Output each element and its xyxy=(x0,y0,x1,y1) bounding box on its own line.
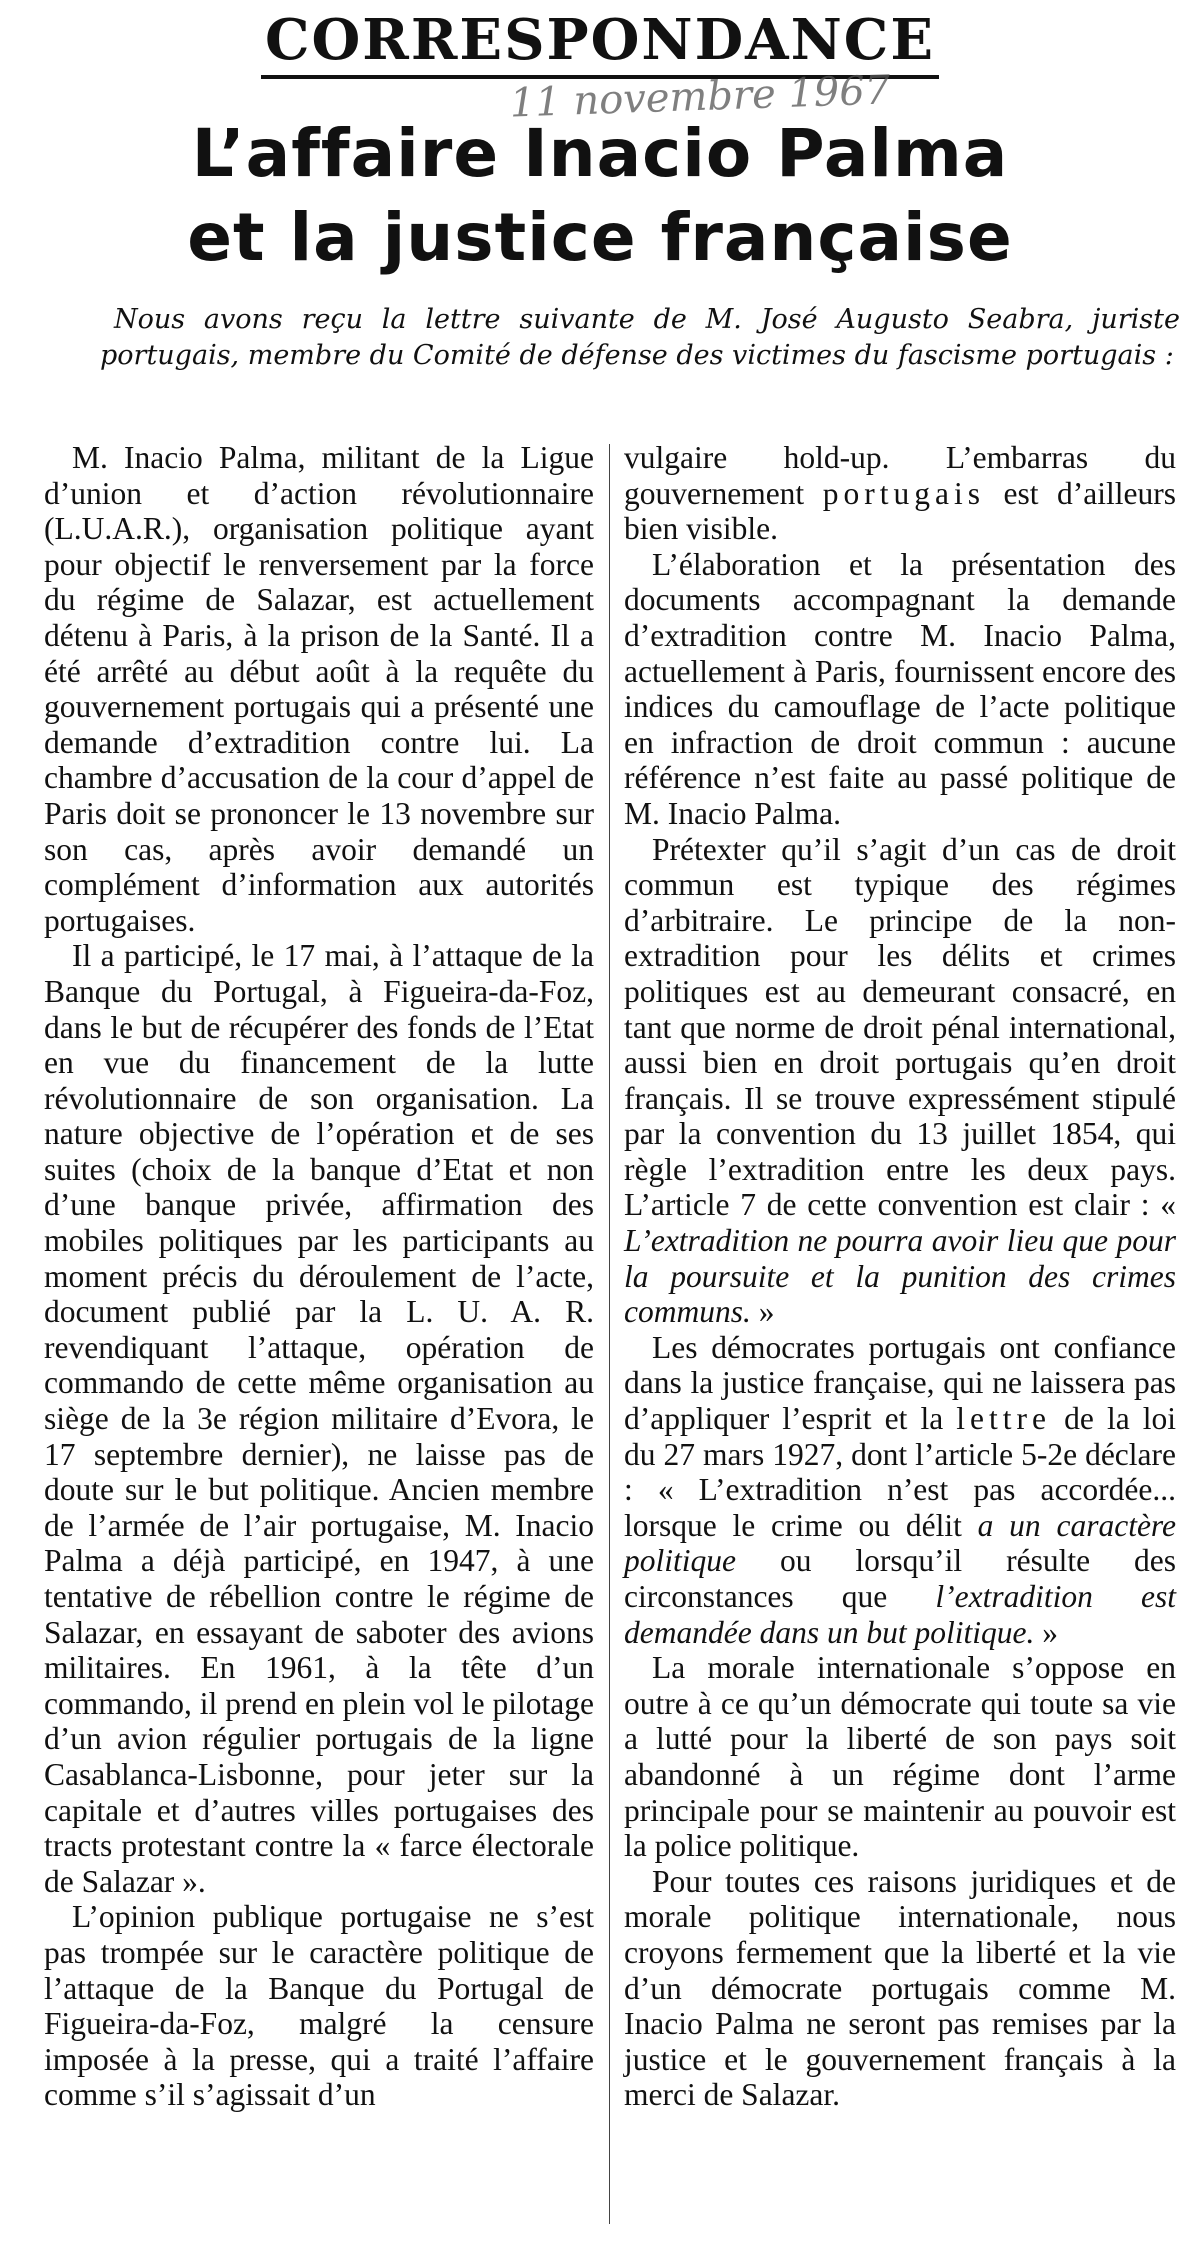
section-heading xyxy=(0,8,1200,72)
right-p1-text-b: est d’ailleurs bien visible. xyxy=(624,475,1177,547)
headline-line-2: et la justice française xyxy=(187,199,1013,276)
right-paragraph-4 xyxy=(624,1330,1176,1650)
left-paragraph-3: L’opinion publique portugaise ne s’est pas trompée sur le caractère politique de l’attaque de la Banque du Portugal de Figueira-da-Foz, malgré la censure imposée à la presse, qui a traité l’affaire comme s’il s’agissait d’un xyxy=(44,1899,594,2113)
right-p4-end: » xyxy=(1042,1614,1058,1650)
left-column xyxy=(44,440,594,2113)
right-column xyxy=(624,440,1176,2113)
right-p4-text-a: Les démocrates portugais ont confiance dans la justice française, qui ne laissera pas d’appliquer l’esprit et la xyxy=(624,1329,1176,1437)
left-paragraph-2: Il a participé, le 17 mai, à l’attaque de la Banque du Portugal, à Figueira-da-Foz, dans le but de récupérer des fonds de l’Etat en vue du financement de la lutte révolutionnaire de son organisation. La nature objective de l’opération et de ses suites (choix de la banque d’Etat et non d’une banque privée, affirmation des mobiles politiques par les participants au moment précis du déroulement de l’acte, document publié par la L. U. A. R. revendiquant l’attaque, opération de commando de cette même organisation au siège de la 3e région militaire d’Evora, le 17 septembre dernier), ne laisse pas de doute sur le but politique. Ancien membre de l’armée de l’air portugaise, M. Inacio Palma a déjà participé, en 1947, à une tentative de rébellion contre le régime de Salazar, en essayant de saboter des avions militaires. En 1961, à la tête d’un commando, il prend en plein vol le pilotage d’un avion régulier portugais de la ligne Casablanca-Lisbonne, pour jeter sur la capitale et d’autres villes portugaises des tracts protestant contre la « farce électorale de Salazar ». xyxy=(44,938,594,1899)
headline-line-1: L’affaire Inacio Palma xyxy=(191,115,1009,192)
right-p4-spaced-word: lettre xyxy=(956,1401,1052,1437)
right-paragraph-6: Pour toutes ces raisons juridiques et de morale politique internationale, nous croyons fermement que la liberté et la vie d’un démocrate portugais comme M. Inacio Palma ne seront pas remises par la justice et le gouvernement français à la merci de Salazar. xyxy=(624,1863,1176,2113)
right-p3-quote: L’extradition ne pourra avoir lieu que pour la poursuite et la punition des crimes communs. xyxy=(624,1223,1176,1330)
intro-paragraph: Nous avons reçu la lettre suivante de M. José Augusto Seabra, juriste portugais, membre du Comité de défense des victimes du fascisme portugais : xyxy=(100,304,1180,371)
right-paragraph-1 xyxy=(624,440,1176,547)
right-p3-end: » xyxy=(758,1294,775,1330)
right-p4-text-c: ou lorsqu’il résulte des circonstances que xyxy=(624,1543,1176,1614)
section-heading-text: CORRESPONDANCE xyxy=(261,7,939,79)
right-paragraph-3 xyxy=(624,832,1176,1330)
right-p1-spaced-word: portugais xyxy=(822,475,985,511)
right-paragraph-2: L’élaboration et la présentation des documents accompagnant la demande d’extradition contre M. Inacio Palma, actuellement à Paris, fournissent encore des indices du camouflage de l’acte politique en infraction de droit commun : aucune référence n’est faite au passé politique de M. Inacio Palma. xyxy=(624,546,1176,831)
right-paragraph-5: La morale internationale s’oppose en outre à ce qu’un démocrate qui toute sa vie a lutté pour la liberté de son pays soit abandonné à un régime dont l’arme principale pour se maintenir au pouvoir est la police politique. xyxy=(624,1650,1176,1864)
handwritten-date-annotation: 11 novembre 1967 xyxy=(509,67,891,127)
right-p1-text-a: vulgaire hold-up. L’embarras du gouvernement xyxy=(624,440,1176,511)
right-p4-text-b: de la loi du 27 mars 1927, dont l’article 5-2e déclare : « L’extradition n’est pas accordée... lorsque le crime ou délit xyxy=(624,1401,1177,1543)
left-paragraph-1: M. Inacio Palma, militant de la Ligue d’union et d’action révolutionnaire (L.U.A.R.), organisation politique ayant pour objectif le renversement par la force du régime de Salazar, est actuellement détenu à Paris, à la prison de la Santé. Il a été arrêté au début août à la requête du gouvernement portugais qui a présenté une demande d’extradition contre lui. La chambre d’accusation de la cour d’appel de Paris doit se prononcer le 13 novembre sur son cas, après avoir demandé un complément d’information aux autorités portugaises. xyxy=(44,440,594,938)
right-p4-emphasis-2: l’extradition est demandée dans un but politique. xyxy=(624,1579,1176,1650)
right-p4-emphasis-1: a un caractère politique xyxy=(624,1507,1177,1579)
right-p3-text: Prétexter qu’il s’agit d’un cas de droit commun est typique des régimes d’arbitraire. Le principe de la non-extradition pour les délits et crimes politiques est au demeurant consacré, en tant que norme de droit pénal international, aussi bien en droit portugais qu’en droit français. Il se trouve expressément stipulé par la convention du 13 juillet 1854, qui règle l’extradition entre les deux pays. L’article 7 de cette convention est clair : « xyxy=(624,831,1176,1223)
column-divider xyxy=(609,444,610,2224)
